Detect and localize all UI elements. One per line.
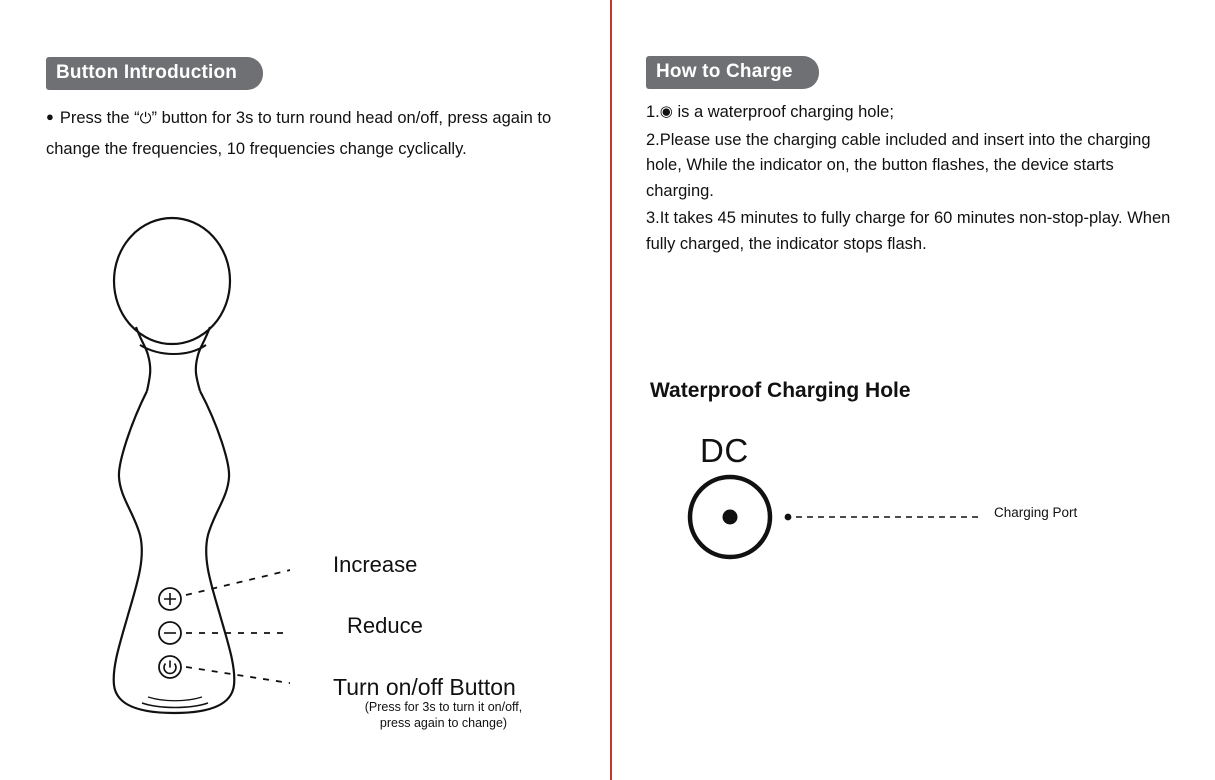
power-label-note xyxy=(336,700,551,731)
waterproof-charging-hole-subtitle: Waterproof Charging Hole xyxy=(650,379,911,402)
charging-hole-icon: ◉ xyxy=(659,103,673,120)
button-introduction-heading: Button Introduction xyxy=(46,57,263,90)
button-introduction-paragraph xyxy=(46,103,566,166)
step-1-number: 1. xyxy=(646,103,660,121)
bullet-text-part2: ” button for 3s to turn round head on/off, press again to change the frequencies, 10 frequencies change cyclically. xyxy=(46,109,552,159)
step-2-number: 2. xyxy=(646,130,660,149)
bullet-dot-icon: ● xyxy=(46,109,54,124)
bullet-text-part1: Press the “ xyxy=(59,109,140,127)
step-3-number: 3. xyxy=(646,209,660,228)
charging-port-inner-dot xyxy=(723,510,738,525)
charge-step-3 xyxy=(646,206,1186,257)
charge-step-2 xyxy=(646,128,1186,205)
leader-line-origin-dot xyxy=(785,514,792,521)
charge-steps-list xyxy=(646,100,1186,259)
device-head-shape xyxy=(114,218,230,344)
power-note-line2: press again to change) xyxy=(379,715,508,730)
charging-port-label: Charging Port xyxy=(994,505,1078,520)
charging-port-illustration xyxy=(680,470,1100,570)
charge-step-1 xyxy=(646,100,1186,126)
step-3-text: It takes 45 minutes to fully charge for 60 minutes non-stop-play. When fully charged, the indicator stops flash. xyxy=(646,209,1171,253)
dc-label: DC xyxy=(700,432,749,469)
step-1-text: is a waterproof charging hole; xyxy=(672,103,894,121)
power-icon: ⏻ xyxy=(139,110,152,127)
how-to-charge-heading: How to Charge xyxy=(646,56,819,89)
step-2-text: Please use the charging cable included and insert into the charging hole, While the indicator on, the button flashes, the device starts charging. xyxy=(646,130,1151,200)
column-divider xyxy=(610,0,612,780)
power-note-line1: (Press for 3s to turn it on/off, xyxy=(364,700,523,714)
increase-label: Increase xyxy=(333,552,418,577)
device-illustration xyxy=(90,215,290,735)
reduce-label: Reduce xyxy=(347,613,423,638)
device-neck-seam xyxy=(140,345,206,354)
power-label: Turn on/off Button xyxy=(333,674,516,700)
